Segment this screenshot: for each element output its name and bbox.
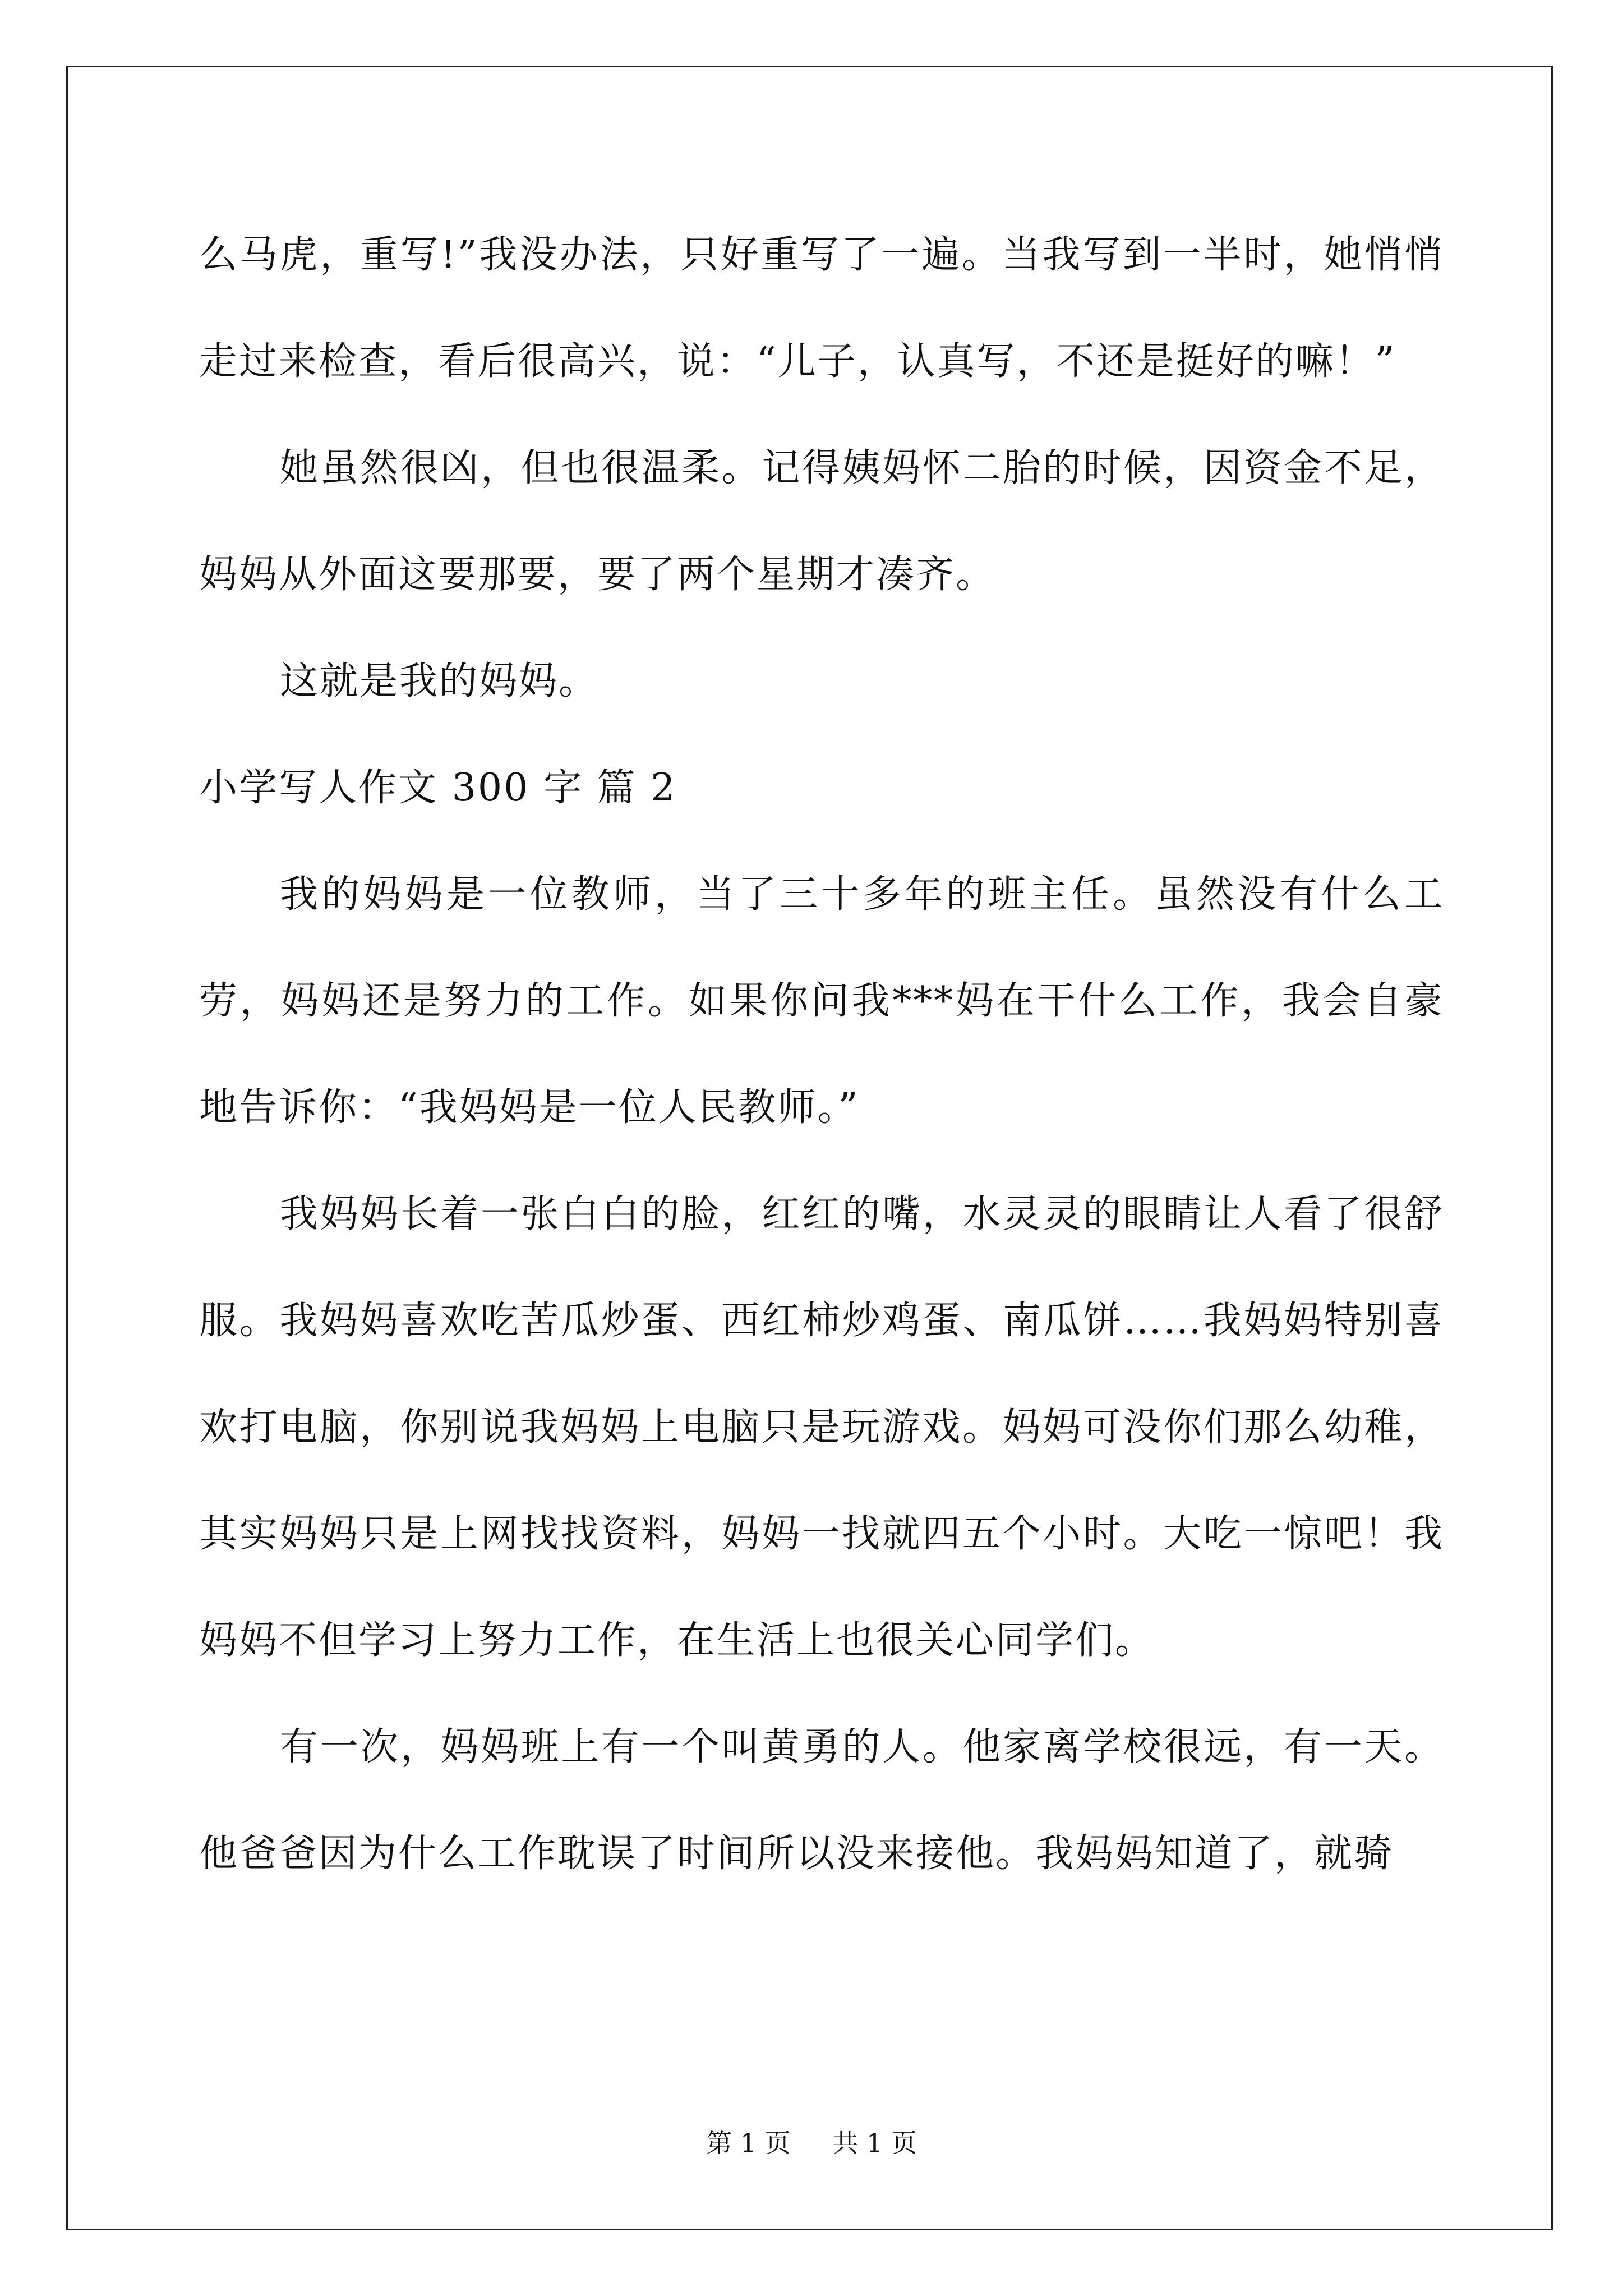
paragraph: 我妈妈长着一张白白的脸，红红的嘴，水灵灵的眼睛让人看了很舒服。我妈妈喜欢吃苦瓜炒蛋、西红柿炒鸡蛋、南瓜饼……我妈妈特别喜欢打电脑，你别说我妈妈上电脑只是玩游戏。妈妈可没你们那么幼稚，其实妈妈只是上网找找资料，妈妈一找就四五个小时。大吃一惊吧！我妈妈不但学习上努力工作，在生活上也很关心同学们。 xyxy=(199,1192,1444,1663)
paragraph: 我的妈妈是一位教师，当了三十多年的班主任。虽然没有什么工劳，妈妈还是努力的工作。如果你问我***妈在干什么工作，我会自豪地告诉你：“我妈妈是一位人民教师。” xyxy=(199,872,1444,1130)
page-number: 第 1 页 xyxy=(706,2128,791,2158)
paragraph: 么马虎，重写!”我没办法，只好重写了一遍。当我写到一半时，她悄悄走过来检查，看后很高兴，说：“儿子，认真写，不还是挺好的嘛！” xyxy=(199,233,1444,384)
paragraph: 有一次，妈妈班上有一个叫黄勇的人。他家离学校很远，有一天。他爸爸因为什么工作耽误了时间所以没来接他。我妈妈知道了，就骑 xyxy=(199,1725,1444,1876)
page-footer xyxy=(0,2126,1623,2160)
section-heading: 小学写人作文 300 字 篇 2 xyxy=(199,766,677,810)
document-body xyxy=(199,202,1444,1907)
paragraph: 这就是我的妈妈。 xyxy=(280,659,599,703)
paragraph: 她虽然很凶，但也很温柔。记得姨妈怀二胎的时候，因资金不足，妈妈从外面这要那要，要了两个星期才凑齐。 xyxy=(199,446,1444,597)
page-total: 共 1 页 xyxy=(832,2128,917,2158)
